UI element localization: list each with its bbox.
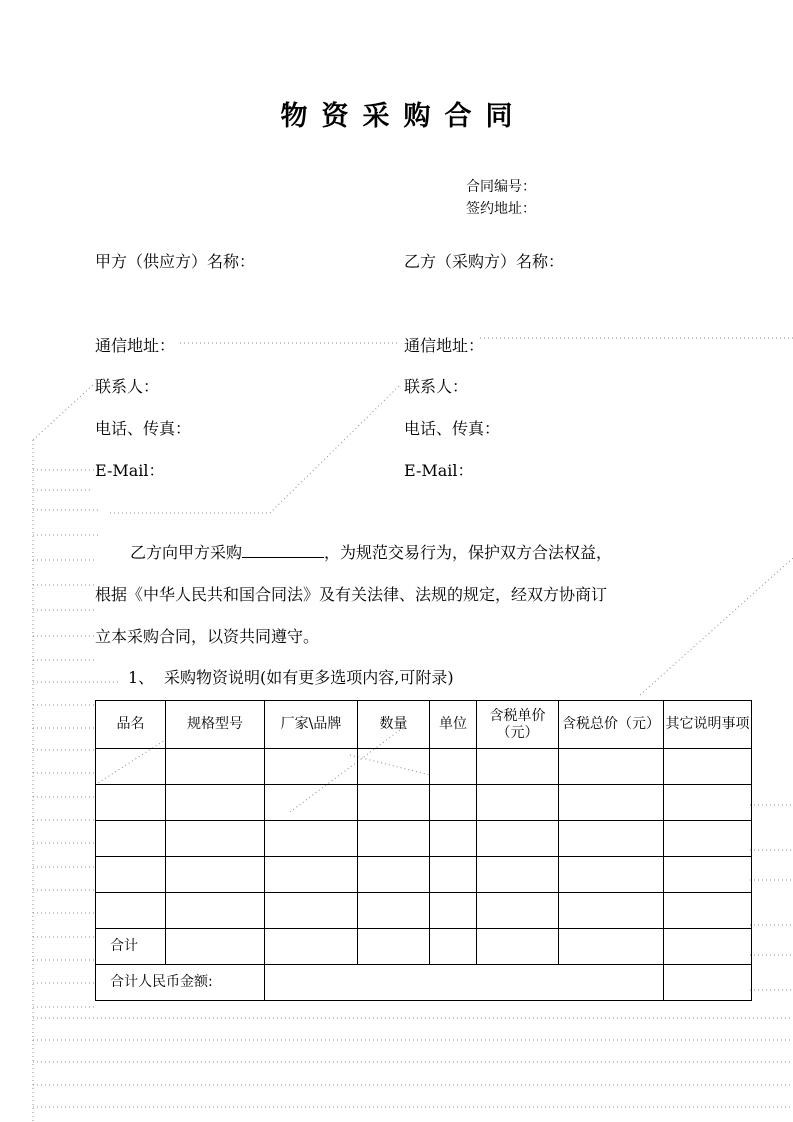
preamble-line-1 — [130, 540, 612, 563]
table-cell[interactable] — [358, 785, 430, 821]
table-total-row — [96, 929, 752, 965]
column-header-unit-price: 含税单价（元） — [477, 701, 559, 749]
table-row — [96, 785, 752, 821]
party-b-contact-label: 联系人： — [404, 377, 469, 396]
table-cell[interactable] — [96, 893, 166, 929]
table-cell[interactable] — [358, 857, 430, 893]
column-header-quantity: 数量 — [358, 701, 430, 749]
table-cell[interactable] — [265, 929, 358, 965]
table-cell[interactable] — [430, 785, 477, 821]
table-cell[interactable] — [430, 857, 477, 893]
table-cell[interactable] — [664, 785, 752, 821]
column-header-name: 品名 — [96, 701, 166, 749]
contract-number-label: 合同编号： — [466, 179, 536, 195]
purchase-item-blank[interactable] — [242, 543, 324, 558]
table-cell[interactable] — [664, 893, 752, 929]
sign-place-label: 签约地址： — [466, 201, 536, 217]
table-rmb-total-row — [96, 965, 752, 1001]
preamble-line-3: 立本采购合同，以资共同遵守。 — [95, 627, 320, 646]
table-cell[interactable] — [559, 821, 664, 857]
table-cell[interactable] — [166, 857, 265, 893]
table-cell[interactable] — [358, 821, 430, 857]
table-cell[interactable] — [664, 821, 752, 857]
column-header-notes: 其它说明事项 — [664, 701, 752, 749]
table-cell[interactable] — [358, 893, 430, 929]
table-row — [96, 821, 752, 857]
column-header-total-price: 含税总价（元） — [559, 701, 664, 749]
table-cell[interactable] — [96, 821, 166, 857]
party-a-contact-label: 联系人： — [95, 377, 160, 396]
party-b-phone-label: 电话、传真： — [404, 419, 501, 438]
table-cell[interactable] — [166, 785, 265, 821]
table-cell[interactable] — [477, 821, 559, 857]
materials-table — [95, 700, 752, 1001]
preamble-line-1-start: 乙方向甲方采购 — [130, 543, 243, 562]
table-cell[interactable] — [265, 821, 358, 857]
table-cell[interactable] — [430, 893, 477, 929]
table-cell[interactable] — [559, 857, 664, 893]
table-cell[interactable] — [664, 929, 752, 965]
column-header-spec: 规格型号 — [166, 701, 265, 749]
table-cell[interactable] — [430, 821, 477, 857]
table-cell[interactable] — [477, 929, 559, 965]
table-cell[interactable] — [559, 749, 664, 785]
table-cell[interactable] — [96, 857, 166, 893]
preamble-line-2: 根据《中华人民共和国合同法》及有关法律、法规的规定，经双方协商订 — [95, 585, 608, 604]
column-header-brand: 厂家\品牌 — [265, 701, 358, 749]
section-1-heading: 采购物资说明(如有更多选项内容,可附录) — [164, 668, 454, 687]
table-row — [96, 893, 752, 929]
table-cell[interactable] — [265, 785, 358, 821]
table-cell[interactable] — [166, 929, 265, 965]
table-cell[interactable] — [430, 929, 477, 965]
column-header-unit: 单位 — [430, 701, 477, 749]
table-cell[interactable] — [96, 785, 166, 821]
table-cell[interactable] — [358, 749, 430, 785]
party-b-email-label: E-Mail： — [404, 461, 474, 480]
table-cell[interactable] — [265, 749, 358, 785]
table-cell[interactable] — [477, 749, 559, 785]
table-row — [96, 857, 752, 893]
table-cell[interactable] — [559, 929, 664, 965]
party-a-address-label: 通信地址： — [95, 336, 176, 355]
party-a-email-label: E-Mail： — [95, 461, 165, 480]
table-cell[interactable] — [265, 893, 358, 929]
table-cell[interactable] — [559, 785, 664, 821]
rmb-total-amount-cell[interactable] — [265, 965, 664, 1001]
preamble-line-1-end: ，为规范交易行为，保护双方合法权益， — [324, 543, 613, 562]
table-row — [96, 749, 752, 785]
table-cell[interactable] — [664, 749, 752, 785]
table-cell[interactable] — [664, 965, 752, 1001]
table-cell[interactable] — [265, 857, 358, 893]
total-label: 合计 — [96, 929, 166, 965]
table-cell[interactable] — [358, 929, 430, 965]
document-title: 物资采购合同 — [280, 101, 527, 132]
table-header-row — [96, 701, 752, 749]
party-a-phone-label: 电话、传真： — [95, 419, 192, 438]
table-cell[interactable] — [166, 821, 265, 857]
party-b-address-label: 通信地址： — [404, 336, 485, 355]
section-1-number: 1、 — [128, 668, 155, 687]
table-cell[interactable] — [96, 749, 166, 785]
table-cell[interactable] — [477, 857, 559, 893]
rmb-total-label: 合计人民币金额: — [96, 965, 265, 1001]
table-cell[interactable] — [559, 893, 664, 929]
table-cell[interactable] — [477, 893, 559, 929]
party-b-name-label: 乙方（采购方）名称： — [404, 252, 565, 271]
table-cell[interactable] — [477, 785, 559, 821]
party-a-name-label: 甲方（供应方）名称： — [95, 252, 256, 271]
table-cell[interactable] — [166, 893, 265, 929]
table-cell[interactable] — [166, 749, 265, 785]
table-cell[interactable] — [430, 749, 477, 785]
table-cell[interactable] — [664, 857, 752, 893]
